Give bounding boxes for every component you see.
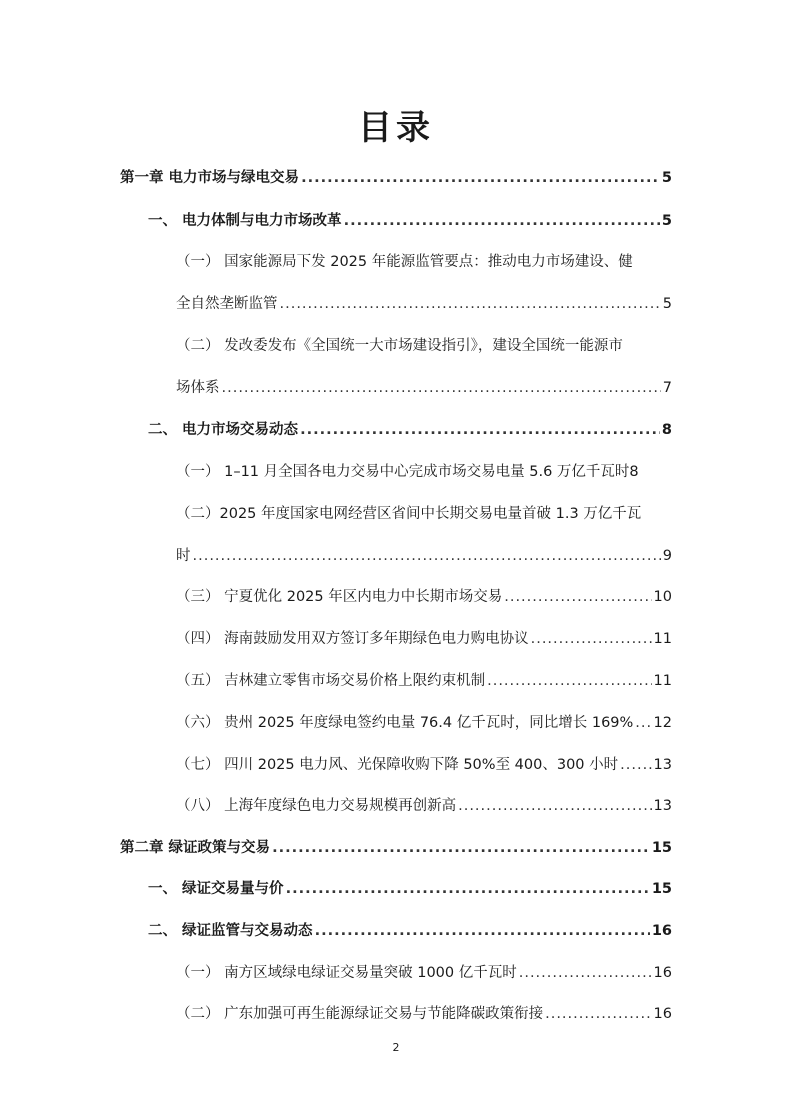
toc-entry-1-2-1[interactable] [176, 460, 672, 481]
toc-entry-text: 场体系 [176, 380, 220, 396]
toc-entry-text: （一） 南方区域绿电绿证交易量突破 1000 亿千瓦时 [176, 965, 517, 981]
toc-entry-1-2-6[interactable] [176, 711, 672, 732]
toc-entry-text: （六） 贵州 2025 年度绿电签约电量 76.4 亿千瓦时，同比增长 169% [176, 715, 634, 731]
dot-leader [620, 757, 651, 773]
toc-entry-text: （二） 发改委发布《全国统一大市场建设指引》，建设全国统一能源市 [176, 338, 623, 354]
toc-entry-text: 一、 绿证交易量与价 [148, 881, 284, 897]
toc-entry-page: 10 [653, 589, 672, 605]
toc-entry-text: （一） 国家能源局下发 2025 年能源监管要点：推动电力市场建设、健 [176, 254, 633, 270]
dot-leader [519, 965, 652, 981]
toc-entry-page: 9 [662, 548, 672, 564]
dot-leader [315, 923, 650, 939]
toc-entry-text: 时 [176, 548, 191, 564]
toc-entry-text: 一、 电力体制与电力市场改革 [148, 213, 342, 229]
dot-leader [545, 1006, 651, 1022]
dot-leader [301, 170, 660, 186]
dot-leader [193, 548, 661, 564]
toc-entry-2-2-2[interactable] [176, 1002, 672, 1023]
dot-leader [458, 798, 651, 814]
toc-entry-page: 11 [653, 631, 672, 647]
toc-entry-page: 11 [653, 673, 672, 689]
toc-entry-1-2-2-line1[interactable] [176, 502, 672, 523]
toc-entry-section-1-2[interactable] [148, 418, 672, 439]
toc-entry-text: 第二章 绿证政策与交易 [120, 840, 271, 856]
toc-entry-text: 二、 绿证监管与交易动态 [148, 923, 313, 939]
toc-title: 目录 [358, 108, 434, 148]
toc-entry-text: （一） 1–11 月全国各电力交易中心完成市场交易电量 5.6 万亿千瓦时 [176, 464, 630, 480]
toc-entry-page: 16 [653, 965, 672, 981]
toc-entry-page: 5 [661, 213, 672, 229]
toc-entry-1-1-1-line2[interactable] [176, 292, 672, 313]
toc-entry-page: 15 [651, 881, 672, 897]
dot-leader [487, 673, 651, 689]
toc-entry-1-1-2-line1[interactable] [176, 334, 672, 355]
toc-entry-1-2-3[interactable] [176, 585, 672, 606]
toc-entry-1-2-7[interactable] [176, 753, 672, 774]
toc-entry-text: （八） 上海年度绿色电力交易规模再创新高 [176, 798, 457, 814]
toc-entry-section-2-2[interactable] [148, 919, 672, 940]
toc-entry-text: （七） 四川 2025 电力风、光保障收购下降 50%至 400、300 小时 [176, 757, 619, 773]
toc-entry-page: 13 [653, 798, 672, 814]
toc-entry-1-1-1-line1[interactable] [176, 250, 672, 271]
dot-leader [531, 631, 652, 647]
toc-entry-text: （二） 广东加强可再生能源绿证交易与节能降碳政策衔接 [176, 1006, 544, 1022]
toc-entry-chapter-1[interactable] [120, 166, 672, 187]
toc-entry-1-2-4[interactable] [176, 627, 672, 648]
toc-entry-page: 7 [662, 380, 672, 396]
toc-entry-text: 第一章 电力市场与绿电交易 [120, 170, 300, 186]
toc-entry-page: 5 [662, 296, 672, 312]
toc-entry-1-2-2-line2[interactable] [176, 544, 672, 565]
toc-entry-text: （四） 海南鼓励发用双方签订多年期绿色电力购电协议 [176, 631, 529, 647]
toc-entry-page: 16 [651, 923, 672, 939]
toc-entry-text: （五） 吉林建立零售市场交易价格上限约束机制 [176, 673, 486, 689]
toc-entry-section-2-1[interactable] [148, 877, 672, 898]
toc-entry-page: 16 [653, 1006, 672, 1022]
dot-leader [504, 589, 651, 605]
toc-entry-1-2-5[interactable] [176, 669, 672, 690]
toc-entry-text: （三） 宁夏优化 2025 年区内电力中长期市场交易 [176, 589, 503, 605]
toc-entry-1-2-8[interactable] [176, 794, 672, 815]
toc-entry-section-1-1[interactable] [148, 209, 672, 230]
toc-entry-page: 15 [651, 840, 672, 856]
page-number: 2 [392, 1041, 400, 1054]
toc-entry-chapter-2[interactable] [120, 836, 672, 857]
dot-leader [280, 296, 661, 312]
toc-entry-text: （二）2025 年度国家电网经营区省间中长期交易电量首破 1.3 万亿千瓦 [176, 506, 642, 522]
toc-entry-page: 8 [629, 464, 639, 480]
toc-entry-page: 13 [653, 757, 672, 773]
dot-leader [300, 422, 660, 438]
dot-leader [344, 213, 660, 229]
toc-entry-1-1-2-line2[interactable] [176, 376, 672, 397]
toc-entry-page: 12 [653, 715, 672, 731]
dot-leader [272, 840, 650, 856]
toc-entry-page: 8 [661, 422, 672, 438]
dot-leader [286, 881, 650, 897]
toc-entry-text: 二、 电力市场交易动态 [148, 422, 299, 438]
dot-leader [635, 715, 651, 731]
toc-entry-page: 5 [661, 170, 672, 186]
toc-entry-2-2-1[interactable] [176, 961, 672, 982]
toc-entry-text: 全自然垄断监管 [176, 296, 278, 312]
dot-leader [222, 380, 661, 396]
